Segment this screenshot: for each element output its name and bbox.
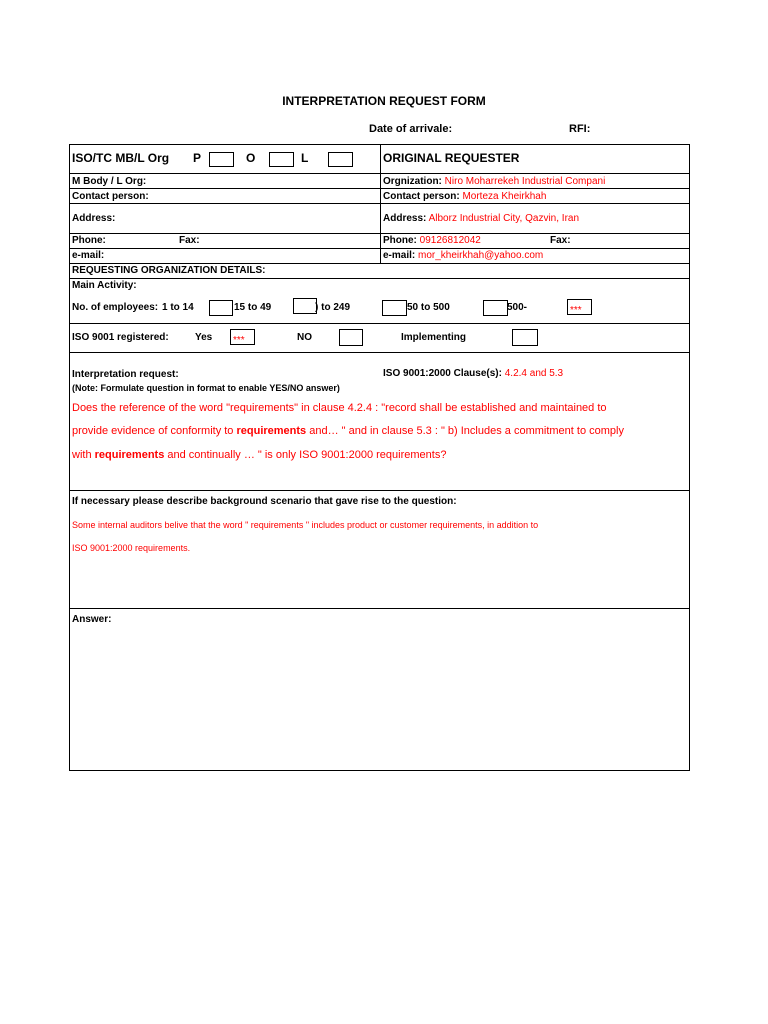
address-value: Alborz Industrial City, Qazvin, Iran bbox=[428, 213, 580, 224]
background-line-2: ISO 9001:2000 requirements. bbox=[72, 543, 191, 553]
question-line-2 bbox=[72, 425, 624, 437]
answer-area[interactable] bbox=[70, 628, 689, 770]
iso-org-label: ISO/TC MB/L Org bbox=[72, 151, 170, 165]
date-arrival-label: Date of arrivale: bbox=[369, 123, 453, 135]
range-3-checkbox[interactable] bbox=[382, 300, 407, 316]
range-2-checkbox[interactable] bbox=[293, 298, 317, 314]
iso9001-yes-checkbox[interactable] bbox=[230, 329, 255, 345]
option-p-checkbox[interactable] bbox=[209, 152, 234, 167]
contact-field bbox=[383, 191, 546, 202]
organization-field bbox=[383, 176, 605, 187]
range-3-label: ) to 249 bbox=[315, 302, 351, 313]
clause-label: ISO 9001:2000 Clause(s): bbox=[383, 368, 502, 379]
iso9001-yes-label: Yes bbox=[195, 332, 213, 343]
range-4-label: 50 to 500 bbox=[407, 302, 450, 313]
range-selected-checkbox[interactable] bbox=[567, 299, 592, 315]
question-line-3a: with bbox=[72, 449, 95, 461]
option-l-label: L bbox=[301, 151, 309, 165]
range-1-checkbox[interactable] bbox=[209, 300, 233, 316]
iso9001-no-checkbox[interactable] bbox=[339, 329, 363, 346]
question-line-3c: and continually … " is only ISO 9001:2000 requirements? bbox=[164, 449, 447, 461]
range-2-label: 15 to 49 bbox=[234, 302, 272, 313]
question-line-2a: provide evidence of conformity to bbox=[72, 425, 237, 437]
rfi-label: RFI: bbox=[569, 123, 591, 135]
question-line-1: Does the reference of the word "requirements" in clause 4.2.4 : "record shall be established and maintained to bbox=[72, 402, 607, 414]
org-details-heading: REQUESTING ORGANIZATION DETAILS: bbox=[72, 265, 266, 276]
organization-value: Niro Moharrekeh Industrial Compani bbox=[444, 176, 606, 187]
form-title: INTERPRETATION REQUEST FORM bbox=[282, 94, 486, 108]
background-line-1: Some internal auditors belive that the word " requirements " includes product or customer requirements, in addition to bbox=[72, 520, 539, 530]
email-label: e-mail: bbox=[383, 250, 416, 261]
email-value: mor_kheirkhah@yahoo.com bbox=[418, 250, 544, 261]
option-o-label: O bbox=[246, 151, 256, 165]
left-phone-label: Phone: bbox=[72, 235, 106, 246]
original-requester-heading: ORIGINAL REQUESTER bbox=[383, 151, 520, 165]
range-1-label: 1 to 14 bbox=[162, 302, 194, 313]
option-l-checkbox[interactable] bbox=[328, 152, 353, 167]
interpretation-note: (Note: Formulate question in format to enable YES/NO answer) bbox=[72, 383, 340, 393]
body-org-label: M Body / L Org: bbox=[72, 176, 147, 187]
contact-label: Contact person: bbox=[383, 191, 460, 202]
address-field bbox=[383, 213, 579, 224]
clause-field bbox=[383, 368, 563, 379]
question-line-2c: and… " and in clause 5.3 : " b) Includes a commitment to comply bbox=[306, 425, 624, 437]
option-p-label: P bbox=[193, 151, 202, 165]
employees-label: No. of employees: bbox=[72, 302, 159, 313]
answer-label: Answer: bbox=[72, 614, 112, 625]
fax-label: Fax: bbox=[550, 235, 571, 246]
email-field bbox=[383, 250, 543, 261]
selected-mark: *** bbox=[570, 305, 582, 316]
address-label: Address: bbox=[383, 213, 427, 224]
question-line-2-emphasis: requirements bbox=[236, 425, 307, 437]
phone-field bbox=[383, 235, 481, 246]
left-address-label: Address: bbox=[72, 213, 116, 224]
interpretation-label: Interpretation request: bbox=[72, 369, 179, 380]
iso9001-implementing-label: Implementing bbox=[401, 332, 467, 343]
organization-label: Orgnization: bbox=[383, 176, 442, 187]
range-5-label: 500- bbox=[507, 302, 528, 313]
iso9001-selected-mark: *** bbox=[233, 335, 245, 346]
phone-label: Phone: bbox=[383, 235, 417, 246]
left-email-label: e-mail: bbox=[72, 250, 105, 261]
range-5-checkbox-left[interactable] bbox=[483, 300, 508, 316]
background-label: If necessary please describe background scenario that gave rise to the question: bbox=[72, 496, 457, 507]
contact-value: Morteza Kheirkhah bbox=[462, 191, 547, 202]
main-activity-label: Main Activity: bbox=[72, 280, 137, 291]
iso9001-implementing-checkbox[interactable] bbox=[512, 329, 538, 346]
left-contact-label: Contact person: bbox=[72, 191, 149, 202]
question-line-3 bbox=[72, 449, 446, 461]
option-o-checkbox[interactable] bbox=[269, 152, 294, 167]
iso9001-no-label: NO bbox=[297, 332, 312, 343]
question-line-3-emphasis: requirements bbox=[94, 449, 165, 461]
left-fax-label: Fax: bbox=[179, 235, 200, 246]
clause-value: 4.2.4 and 5.3 bbox=[504, 368, 564, 379]
iso9001-label: ISO 9001 registered: bbox=[72, 332, 169, 343]
phone-value: 09126812042 bbox=[419, 235, 481, 246]
